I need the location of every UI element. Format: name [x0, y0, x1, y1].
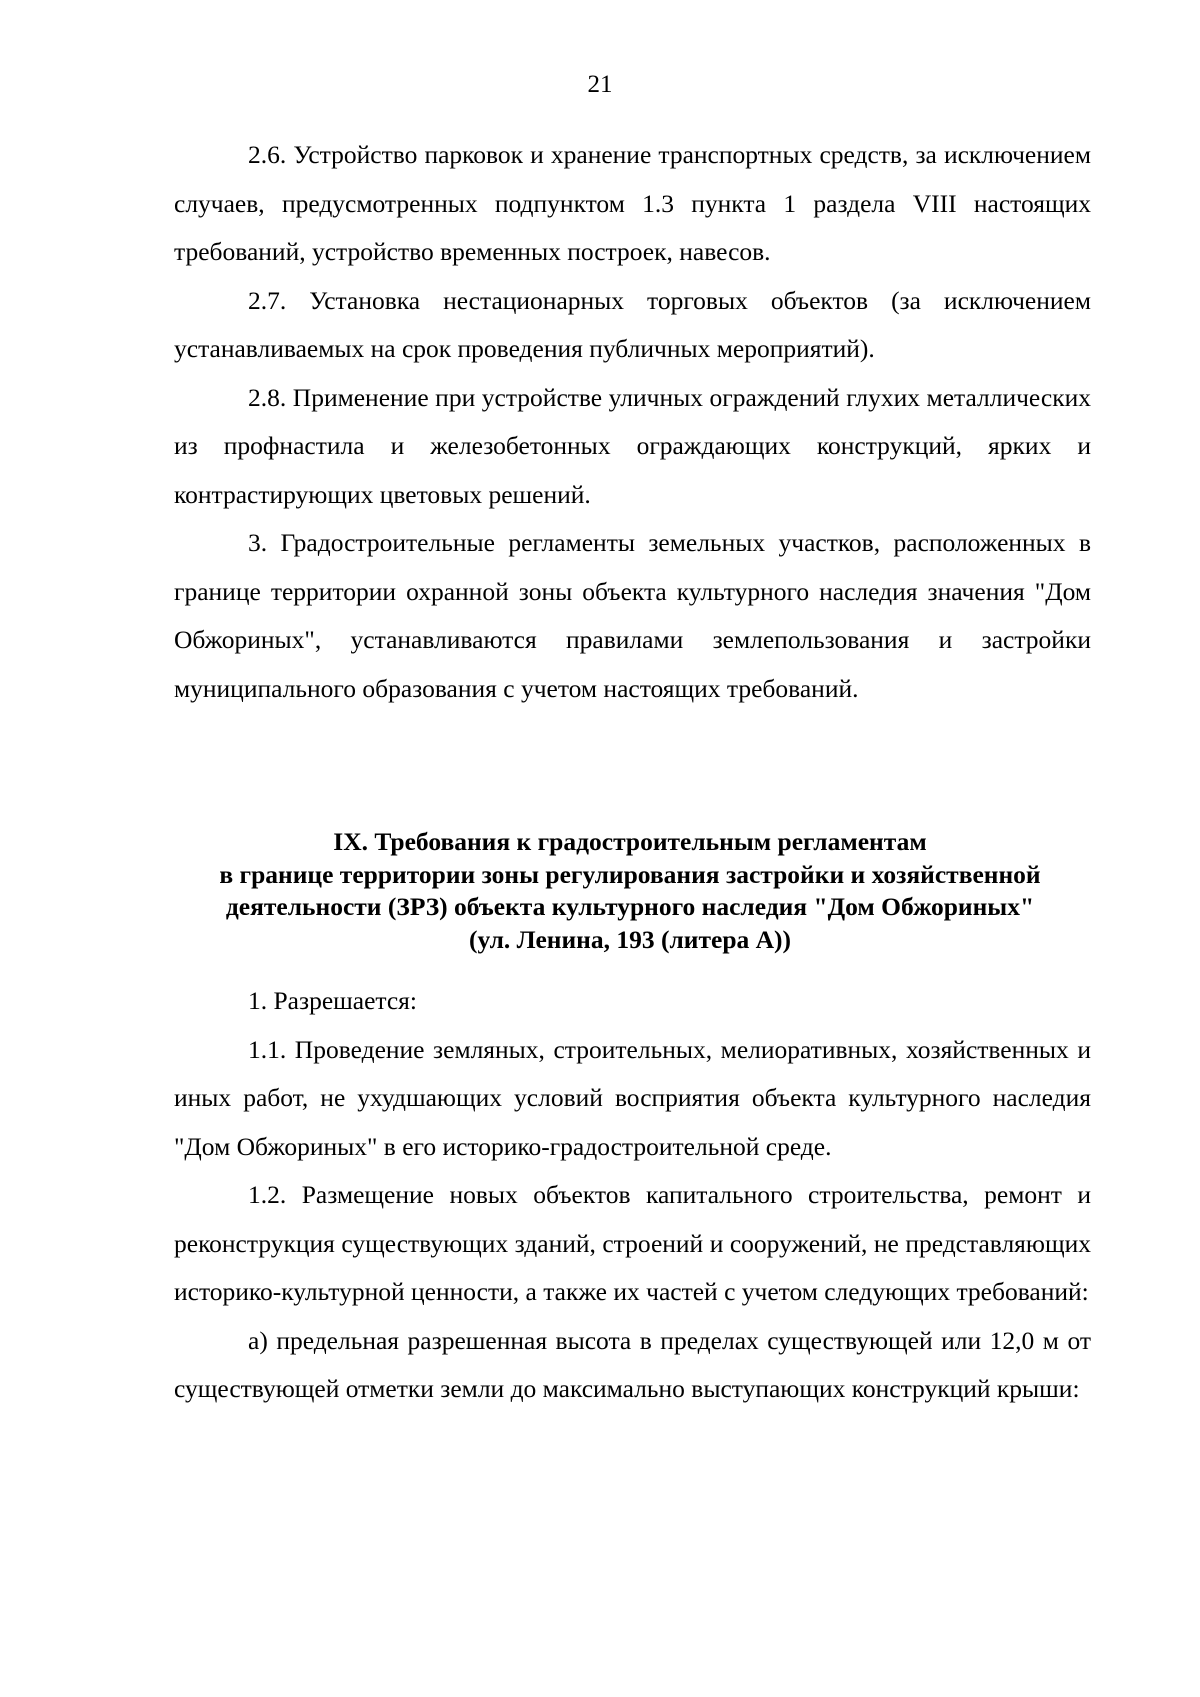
paragraph-2-6: 2.6. Устройство парковок и хранение транспортных средств, за исключением случаев, предусмотренных подпунктом 1.3 пункта 1 раздела VIII настоящих требований, устройство временных построек, навесов.: [174, 140, 1091, 266]
paragraph-3: 3. Градостроительные регламенты земельных участков, расположенных в границе территории охранной зоны объекта культурного наследия значения "Дом Обжориных", устанавливаются правилами землепользования и застройки муниципального образования с учетом настоящих требований.: [174, 528, 1091, 703]
heading-line: (ул. Ленина, 193 (литера А)): [468, 924, 792, 954]
paragraph-1: 1. Разрешается:: [248, 986, 417, 1015]
heading-line: в границе территории зоны регулирования застройки и хозяйственной: [219, 859, 1041, 889]
paragraph-2-7: 2.7. Установка нестационарных торговых объектов (за исключением устанавливаемых на срок проведения публичных мероприятий).: [174, 285, 1091, 363]
heading-line: IX. Требования к градостроительным регламентам: [333, 827, 927, 856]
section-top-text: [174, 131, 1091, 713]
heading-line: деятельности (ЗРЗ) объекта культурного наследия "Дом Обжориных": [225, 892, 1035, 921]
section-heading: [150, 826, 1110, 956]
paragraph-a: а) предельная разрешенная высота в пределах существующей или 12,0 м от существующей отметки земли до максимально выступающих конструкций крыши:: [174, 1325, 1091, 1403]
paragraph-1-1: 1.1. Проведение земляных, строительных, мелиоративных, хозяйственных и иных работ, не ухудшающих условий восприятия объекта культурного наследия "Дом Обжориных" в его историко-градостроительной среде.: [174, 1034, 1091, 1161]
page-number: 21: [587, 71, 613, 98]
section-bottom-text: [174, 977, 1091, 1414]
paragraph-1-2: 1.2. Размещение новых объектов капитального строительства, ремонт и реконструкция существующих зданий, строений и сооружений, не представляющих историко-культурной ценности, а также их частей с учетом следующих требований:: [174, 1180, 1091, 1306]
paragraph-2-8: 2.8. Применение при устройстве уличных ограждений глухих металлических из профнастила и железобетонных ограждающих конструкций, ярких и контрастирующих цветовых решений.: [174, 382, 1091, 509]
